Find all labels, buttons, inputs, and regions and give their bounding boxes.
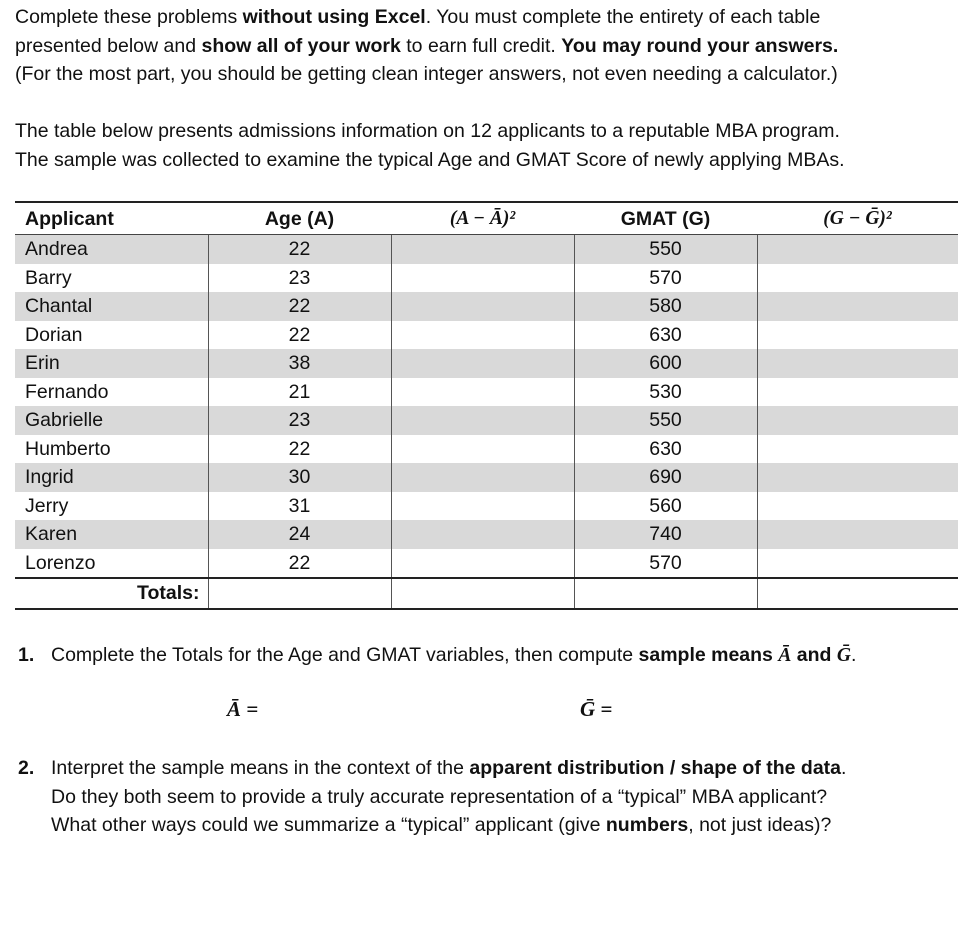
age-deviation-cell[interactable]: [391, 264, 574, 293]
context-line-2: The sample was collected to examine the typical Age and GMAT Score of newly applying MBAs.: [15, 148, 845, 171]
instructions: [15, 3, 950, 89]
age-cell: 24: [208, 520, 391, 549]
admissions-table: [15, 201, 958, 610]
gmat-deviation-cell[interactable]: [757, 463, 958, 492]
applicant-cell: Gabrielle: [15, 406, 208, 435]
applicant-cell: Barry: [25, 266, 72, 289]
context-line-1: The table below presents admissions information on 12 applicants to a reputable MBA program.: [15, 120, 840, 142]
gmat-total-cell[interactable]: [574, 578, 757, 609]
table-row: [15, 463, 958, 492]
context-paragraph: [15, 117, 950, 174]
applicant-cell: Chantal: [15, 292, 208, 321]
age-deviation-cell[interactable]: [391, 292, 574, 321]
instructions-line-1: Complete these problems without using Excel. You must complete the entirety of each table: [15, 6, 821, 28]
age-mean-answer-label: Ā =: [227, 697, 259, 721]
gmat-cell: 630: [574, 435, 757, 464]
age-cell: 22: [208, 435, 391, 464]
question-2-line-1: 2. Interpret the sample means in the context of the apparent distribution / shape of the data.: [18, 754, 846, 783]
gmat-deviation-cell[interactable]: [757, 264, 958, 293]
gmat-cell: 600: [574, 349, 757, 378]
age-deviation-cell[interactable]: [391, 378, 574, 407]
applicant-cell: Erin: [15, 349, 208, 378]
table-row: [15, 321, 958, 350]
gmat-deviation-cell[interactable]: [757, 321, 958, 350]
age-deviation-cell[interactable]: [391, 321, 574, 350]
gmat-cell: 550: [574, 235, 757, 264]
gmat-cell: 690: [574, 463, 757, 492]
applicant-cell: Fernando: [25, 380, 109, 403]
applicant-cell: Dorian: [25, 323, 83, 346]
gmat-cell: 570: [574, 264, 757, 293]
age-total-cell[interactable]: [208, 578, 391, 609]
gmat-deviation-cell[interactable]: [757, 378, 958, 407]
question-1-number: 1.: [18, 644, 35, 666]
gmat-cell: 580: [574, 292, 757, 321]
gmat-deviation-cell[interactable]: [757, 292, 958, 321]
age-cell: 22: [208, 292, 391, 321]
gmat-deviation-cell[interactable]: [757, 520, 958, 549]
applicant-cell: Humberto: [25, 437, 111, 460]
table-row: [15, 292, 958, 321]
gmat-deviation-cell[interactable]: [757, 435, 958, 464]
question-2: [18, 754, 846, 840]
applicant-cell: Lorenzo: [15, 549, 208, 579]
instructions-line-3: (For the most part, you should be getting clean integer answers, not even needing a calculator.): [15, 63, 838, 85]
table-row: [15, 520, 958, 549]
age-deviation-cell[interactable]: [391, 435, 574, 464]
question-2-number: 2.: [18, 757, 35, 779]
table-body: [15, 235, 958, 579]
question-1-line: 1. Complete the Totals for the Age and GMAT variables, then compute sample means Ā and Ḡ.: [18, 641, 856, 671]
age-deviation-cell[interactable]: [391, 549, 574, 579]
gmat-deviation-cell[interactable]: [757, 235, 958, 264]
question-2-line-2: Do they both seem to provide a truly accurate representation of a “typical” MBA applicant?: [51, 785, 828, 808]
totals-row: [15, 578, 958, 609]
gmat-cell: 530: [574, 378, 757, 407]
applicant-cell: Andrea: [15, 235, 208, 264]
gmat-cell: 560: [574, 492, 757, 521]
header-gmat: GMAT (G): [574, 202, 757, 235]
gmat-mean-answer-label: Ḡ =: [580, 697, 613, 721]
question-2-line-3: What other ways could we summarize a “typical” applicant (give numbers, not just ideas)?: [51, 814, 832, 836]
header-gmat-deviation-squared: (G − Ḡ)²: [757, 202, 958, 235]
table-header-row: [15, 202, 958, 235]
applicant-cell: Jerry: [25, 494, 69, 517]
totals-label: Totals:: [15, 578, 208, 609]
table-row: [15, 492, 958, 521]
table-row: [15, 264, 958, 293]
age-cell: 22: [208, 235, 391, 264]
instructions-line-2: presented below and show all of your work to earn full credit. You may round your answers.: [15, 34, 839, 57]
gmat-cell: 630: [574, 321, 757, 350]
age-deviation-cell[interactable]: [391, 349, 574, 378]
gmat-deviation-cell[interactable]: [757, 349, 958, 378]
age-cell: 23: [208, 406, 391, 435]
table-row: [15, 435, 958, 464]
gmat-deviation-cell[interactable]: [757, 549, 958, 579]
table-row: [15, 378, 958, 407]
age-cell: 30: [208, 463, 391, 492]
age-cell: 21: [208, 378, 391, 407]
age-deviation-cell[interactable]: [391, 463, 574, 492]
gmat-deviation-cell[interactable]: [757, 492, 958, 521]
table-row: [15, 235, 958, 264]
applicant-cell: Karen: [15, 520, 208, 549]
age-deviation-cell[interactable]: [391, 406, 574, 435]
gmat-cell: 550: [574, 406, 757, 435]
table-row: [15, 406, 958, 435]
gmat-deviation-cell[interactable]: [757, 406, 958, 435]
table-row: [15, 549, 958, 579]
age-deviation-total-cell[interactable]: [391, 578, 574, 609]
age-deviation-cell[interactable]: [391, 492, 574, 521]
age-deviation-cell[interactable]: [391, 520, 574, 549]
question-1: [18, 641, 856, 671]
age-cell: 38: [208, 349, 391, 378]
header-age-deviation-squared: (A − Ā)²: [391, 202, 574, 235]
header-applicant: Applicant: [15, 202, 208, 235]
gmat-deviation-total-cell[interactable]: [757, 578, 958, 609]
table-row: [15, 349, 958, 378]
applicant-cell: Ingrid: [15, 463, 208, 492]
age-cell: 23: [208, 264, 391, 293]
age-cell: 31: [208, 492, 391, 521]
age-cell: 22: [208, 549, 391, 579]
age-deviation-cell[interactable]: [391, 235, 574, 264]
gmat-cell: 740: [574, 520, 757, 549]
gmat-cell: 570: [574, 549, 757, 579]
age-cell: 22: [208, 321, 391, 350]
header-age: Age (A): [208, 202, 391, 235]
